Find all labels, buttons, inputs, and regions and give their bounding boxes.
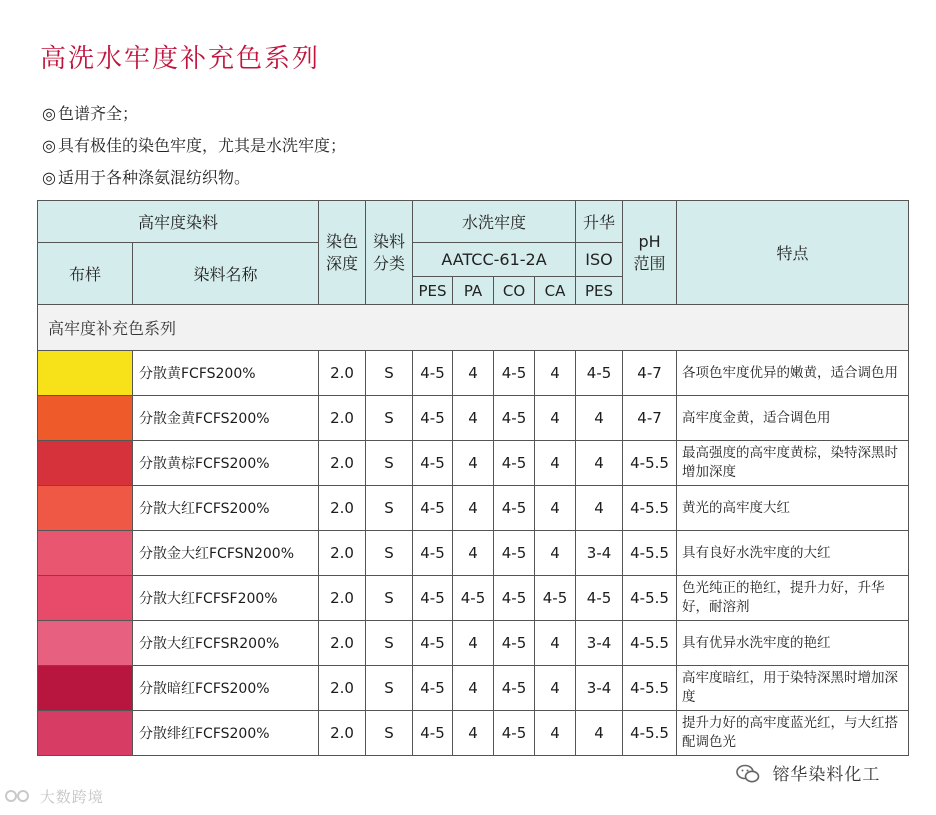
feature-cell: 高牢度金黄，适合调色用 bbox=[677, 396, 909, 441]
wash-co-cell: 4-5 bbox=[494, 711, 535, 756]
feature-cell: 各项色牢度优异的嫩黄，适合调色用 bbox=[677, 351, 909, 396]
fabric-swatch bbox=[38, 531, 133, 576]
depth-cell: 2.0 bbox=[319, 666, 366, 711]
depth-cell: 2.0 bbox=[319, 351, 366, 396]
header-fiber-pa: PA bbox=[453, 277, 494, 305]
wash-pes-cell: 4-5 bbox=[413, 666, 453, 711]
wash-ca-cell: 4 bbox=[535, 531, 576, 576]
wash-pa-cell: 4 bbox=[453, 621, 494, 666]
wash-pes-cell: 4-5 bbox=[413, 441, 453, 486]
table-row bbox=[38, 666, 909, 711]
feature-cell: 最高强度的高牢度黄棕，染特深黑时增加深度 bbox=[677, 441, 909, 486]
depth-cell: 2.0 bbox=[319, 441, 366, 486]
ph-cell: 4-5.5 bbox=[623, 486, 677, 531]
table-row bbox=[38, 396, 909, 441]
ph-cell: 4-5.5 bbox=[623, 621, 677, 666]
header-dye-name: 染料名称 bbox=[133, 243, 319, 305]
dye-name-cell: 分散绯红FCFS200% bbox=[133, 711, 319, 756]
bullet-marker: ◎ bbox=[42, 168, 56, 187]
feature-item bbox=[42, 98, 346, 130]
header-group: 高牢度染料 bbox=[38, 201, 319, 243]
dye-name-cell: 分散金大红FCFSN200% bbox=[133, 531, 319, 576]
sublimation-cell: 4 bbox=[576, 486, 623, 531]
class-cell: S bbox=[366, 666, 413, 711]
feature-cell: 色光纯正的艳红，提升力好，升华好，耐溶剂 bbox=[677, 576, 909, 621]
dye-name-cell: 分散暗红FCFS200% bbox=[133, 666, 319, 711]
watermark-logo-icon bbox=[4, 788, 34, 804]
dye-name-cell: 分散大红FCFS200% bbox=[133, 486, 319, 531]
wash-co-cell: 4-5 bbox=[494, 621, 535, 666]
header-ph: pH范围 bbox=[623, 201, 677, 305]
dye-name-cell: 分散金黄FCFS200% bbox=[133, 396, 319, 441]
fabric-swatch bbox=[38, 486, 133, 531]
wash-pes-cell: 4-5 bbox=[413, 351, 453, 396]
header-wash: 水洗牢度 bbox=[413, 201, 576, 243]
header-class: 染料分类 bbox=[366, 201, 413, 305]
wash-co-cell: 4-5 bbox=[494, 441, 535, 486]
wash-pa-cell: 4 bbox=[453, 711, 494, 756]
header-sub-standard: ISO bbox=[576, 243, 623, 277]
bullet-marker: ◎ bbox=[42, 136, 56, 155]
ph-cell: 4-5.5 bbox=[623, 531, 677, 576]
page-title: 高洗水牢度补充色系列 bbox=[40, 44, 321, 74]
wash-pa-cell: 4 bbox=[453, 396, 494, 441]
wash-pes-cell: 4-5 bbox=[413, 576, 453, 621]
ph-cell: 4-5.5 bbox=[623, 666, 677, 711]
wash-co-cell: 4-5 bbox=[494, 576, 535, 621]
dye-name-cell: 分散大红FCFSR200% bbox=[133, 621, 319, 666]
fabric-swatch bbox=[38, 711, 133, 756]
section-label: 高牢度补充色系列 bbox=[38, 305, 909, 351]
sublimation-cell: 3-4 bbox=[576, 666, 623, 711]
class-cell: S bbox=[366, 351, 413, 396]
wash-pes-cell: 4-5 bbox=[413, 531, 453, 576]
feature-list bbox=[42, 98, 346, 194]
header-sample: 布样 bbox=[38, 243, 133, 305]
depth-cell: 2.0 bbox=[319, 396, 366, 441]
wash-ca-cell: 4 bbox=[535, 396, 576, 441]
fabric-swatch bbox=[38, 396, 133, 441]
header-sub-fiber: PES bbox=[576, 277, 623, 305]
table-row bbox=[38, 486, 909, 531]
header-sublimation: 升华 bbox=[576, 201, 623, 243]
header-fiber-ca: CA bbox=[535, 277, 576, 305]
wash-pa-cell: 4-5 bbox=[453, 576, 494, 621]
fabric-swatch bbox=[38, 441, 133, 486]
ph-cell: 4-5.5 bbox=[623, 711, 677, 756]
wash-co-cell: 4-5 bbox=[494, 531, 535, 576]
wash-pes-cell: 4-5 bbox=[413, 711, 453, 756]
wash-co-cell: 4-5 bbox=[494, 666, 535, 711]
class-cell: S bbox=[366, 576, 413, 621]
table-row bbox=[38, 576, 909, 621]
depth-cell: 2.0 bbox=[319, 711, 366, 756]
fabric-swatch bbox=[38, 666, 133, 711]
feature-cell: 高牢度暗红，用于染特深黑时增加深度 bbox=[677, 666, 909, 711]
table-row bbox=[38, 621, 909, 666]
wash-pa-cell: 4 bbox=[453, 486, 494, 531]
depth-cell: 2.0 bbox=[319, 576, 366, 621]
wash-ca-cell: 4 bbox=[535, 711, 576, 756]
wash-pa-cell: 4 bbox=[453, 441, 494, 486]
sublimation-cell: 3-4 bbox=[576, 621, 623, 666]
sublimation-cell: 4 bbox=[576, 711, 623, 756]
wash-ca-cell: 4 bbox=[535, 351, 576, 396]
feature-item bbox=[42, 130, 346, 162]
fabric-swatch bbox=[38, 351, 133, 396]
dye-name-cell: 分散大红FCFSF200% bbox=[133, 576, 319, 621]
header-fiber-pes: PES bbox=[413, 277, 453, 305]
table-row bbox=[38, 711, 909, 756]
feature-cell: 具有优异水洗牢度的艳红 bbox=[677, 621, 909, 666]
dye-spec-table bbox=[37, 200, 909, 756]
table-row bbox=[38, 441, 909, 486]
feature-text: 适用于各种涤氨混纺织物。 bbox=[57, 168, 250, 187]
class-cell: S bbox=[366, 441, 413, 486]
header-depth: 染色深度 bbox=[319, 201, 366, 305]
sublimation-cell: 4 bbox=[576, 441, 623, 486]
dye-name-cell: 分散黄棕FCFS200% bbox=[133, 441, 319, 486]
feature-item bbox=[42, 162, 346, 194]
class-cell: S bbox=[366, 711, 413, 756]
wash-co-cell: 4-5 bbox=[494, 396, 535, 441]
class-cell: S bbox=[366, 531, 413, 576]
feature-cell: 黄光的高牢度大红 bbox=[677, 486, 909, 531]
wash-ca-cell: 4 bbox=[535, 621, 576, 666]
ph-cell: 4-7 bbox=[623, 396, 677, 441]
depth-cell: 2.0 bbox=[319, 486, 366, 531]
feature-cell: 提升力好的高牢度蓝光红，与大红搭配调色光 bbox=[677, 711, 909, 756]
wash-co-cell: 4-5 bbox=[494, 351, 535, 396]
header-fiber-co: CO bbox=[494, 277, 535, 305]
depth-cell: 2.0 bbox=[319, 621, 366, 666]
sublimation-cell: 3-4 bbox=[576, 531, 623, 576]
feature-cell: 具有良好水洗牢度的大红 bbox=[677, 531, 909, 576]
wash-ca-cell: 4 bbox=[535, 441, 576, 486]
feature-text: 具有极佳的染色牢度，尤其是水洗牢度； bbox=[57, 136, 346, 155]
header-wash-standard: AATCC-61-2A bbox=[413, 243, 576, 277]
sublimation-cell: 4 bbox=[576, 396, 623, 441]
feature-text: 色谱齐全； bbox=[57, 104, 138, 123]
wash-pa-cell: 4 bbox=[453, 531, 494, 576]
wash-pes-cell: 4-5 bbox=[413, 621, 453, 666]
class-cell: S bbox=[366, 486, 413, 531]
header-feature: 特点 bbox=[677, 201, 909, 305]
fabric-swatch bbox=[38, 576, 133, 621]
watermark-left-text: 大数跨境 bbox=[39, 788, 104, 806]
ph-cell: 4-5.5 bbox=[623, 441, 677, 486]
table-row bbox=[38, 351, 909, 396]
ph-cell: 4-7 bbox=[623, 351, 677, 396]
wechat-icon bbox=[736, 764, 760, 784]
watermark-left bbox=[4, 786, 104, 807]
wash-ca-cell: 4 bbox=[535, 666, 576, 711]
wash-pa-cell: 4 bbox=[453, 351, 494, 396]
table-row bbox=[38, 531, 909, 576]
wash-pa-cell: 4 bbox=[453, 666, 494, 711]
ph-cell: 4-5.5 bbox=[623, 576, 677, 621]
watermark-right-text: 镕华染料化工 bbox=[772, 765, 881, 785]
wash-ca-cell: 4 bbox=[535, 486, 576, 531]
depth-cell: 2.0 bbox=[319, 531, 366, 576]
bullet-marker: ◎ bbox=[42, 104, 56, 123]
class-cell: S bbox=[366, 396, 413, 441]
wash-co-cell: 4-5 bbox=[494, 486, 535, 531]
wash-pes-cell: 4-5 bbox=[413, 486, 453, 531]
class-cell: S bbox=[366, 621, 413, 666]
sublimation-cell: 4-5 bbox=[576, 576, 623, 621]
dye-name-cell: 分散黄FCFS200% bbox=[133, 351, 319, 396]
wash-pes-cell: 4-5 bbox=[413, 396, 453, 441]
wash-ca-cell: 4-5 bbox=[535, 576, 576, 621]
watermark-right bbox=[736, 760, 880, 785]
sublimation-cell: 4-5 bbox=[576, 351, 623, 396]
fabric-swatch bbox=[38, 621, 133, 666]
